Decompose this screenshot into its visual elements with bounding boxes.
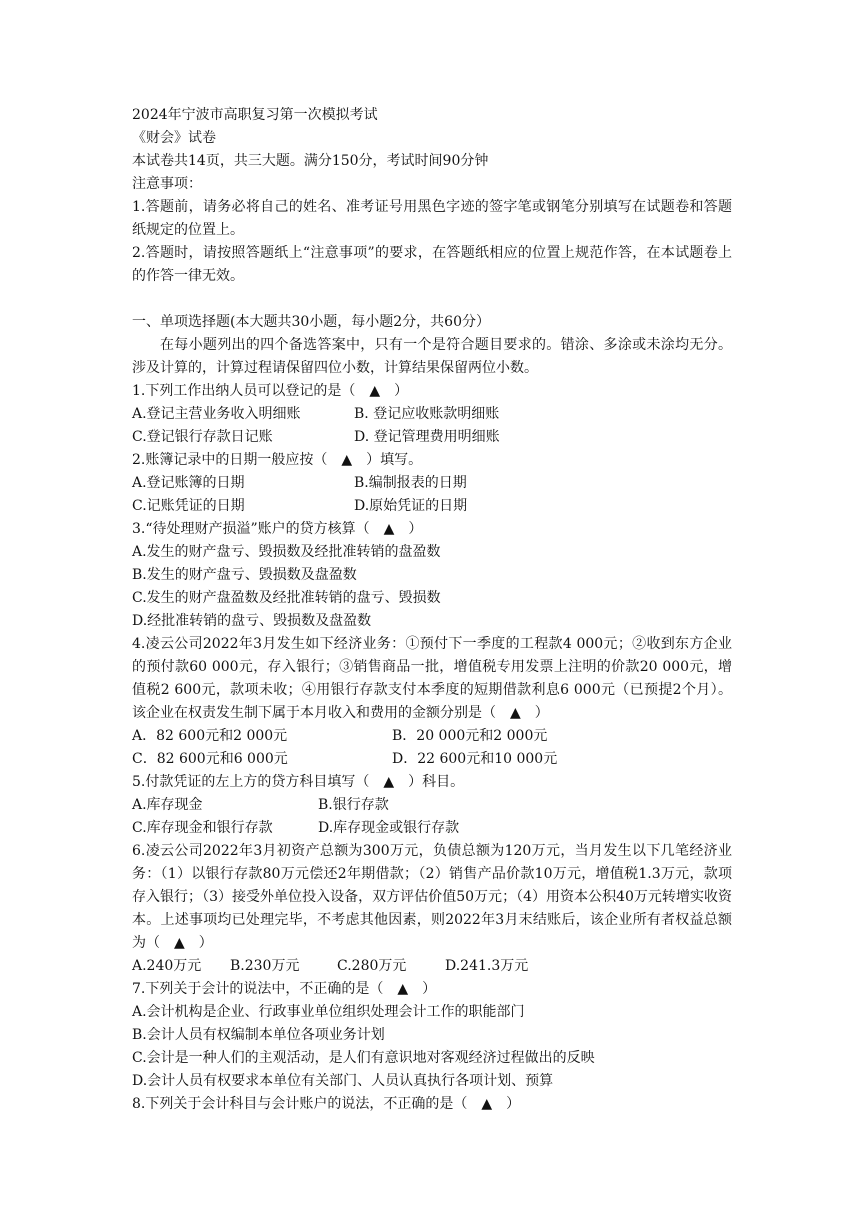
option-b: B．20 000元和2 000元 — [392, 728, 548, 744]
notes-title: 注意事项： — [132, 176, 202, 192]
option-a: A.登记账簿的日期 — [132, 475, 245, 491]
question-2-options-row2 — [132, 495, 732, 518]
question-4-options-row1 — [132, 725, 732, 748]
exam-title: 2024年宁波市高职复习第一次模拟考试 — [132, 107, 378, 123]
option-b: B.编制报表的日期 — [354, 475, 467, 491]
option-b: B.发生的财产盘亏、毁损数及盘盈数 — [132, 567, 357, 583]
note-2: 2.答题时，请按照答题纸上“注意事项”的要求，在答题纸相应的位置上规范作答，在本试题卷上的作答一律无效。 — [132, 245, 732, 284]
note-1: 1.答题前，请务必将自己的姓名、准考证号用黑色字迹的签字笔或钢笔分别填写在试题卷和答题纸规定的位置上。 — [132, 199, 732, 238]
option-a: A.240万元 — [132, 958, 202, 974]
exam-info: 本试卷共14页，共三大题。满分150分，考试时间90分钟 — [132, 153, 489, 169]
option-d: D.经批准转销的盘亏、毁损数及盘盈数 — [132, 613, 372, 629]
option-d: D.241.3万元 — [445, 958, 529, 974]
option-c: C.会计是一种人们的主观活动，是人们有意识地对客观经济过程做出的反映 — [132, 1050, 595, 1066]
option-d: D.会计人员有权要求本单位有关部门、人员认真执行各项计划、预算 — [132, 1073, 554, 1089]
option-b: B.230万元 — [230, 958, 300, 974]
question-2-stem: 2.账簿记录中的日期一般应按（ ▲ ）填写。 — [132, 452, 423, 468]
option-b: B. 登记应收账款明细账 — [354, 406, 500, 422]
question-4-options-row2 — [132, 748, 732, 771]
question-6-stem: 6.凌云公司2022年3月初资产总额为300万元，负债总额为120万元，当月发生以下几笔经济业务：（1）以银行存款80万元偿还2年期借款；（2）销售产品价款10万元，增值税1.3万元，款项存入银行；（3）接受外单位投入设备，双方评估价值50万元；（4）用资本公积40万元转增实收资本。上述事项均已处理完毕，不考虑其他因素，则2022年3月末结账后，该企业所有者权益总额为（ ▲ ） — [132, 843, 732, 951]
question-5-stem: 5.付款凭证的左上方的贷方科目填写（ ▲ ）科目。 — [132, 774, 465, 790]
question-1-stem: 1.下列工作出纳人员可以登记的是（ ▲ ） — [132, 383, 409, 399]
exam-content — [132, 104, 732, 1116]
question-1-options-row1 — [132, 403, 732, 426]
option-a: A．82 600元和2 000元 — [132, 728, 288, 744]
question-1-options-row2 — [132, 426, 732, 449]
option-a: A.会计机构是企业、行政事业单位组织处理会计工作的职能部门 — [132, 1004, 525, 1020]
option-b: B.会计人员有权编制本单位各项业务计划 — [132, 1027, 385, 1043]
option-d: D. 登记管理费用明细账 — [354, 429, 500, 445]
option-c: C.登记银行存款日记账 — [132, 429, 273, 445]
question-2-options-row1 — [132, 472, 732, 495]
option-d: D．22 600元和10 000元 — [392, 751, 558, 767]
option-b: B.银行存款 — [318, 797, 389, 813]
option-c: C.库存现金和银行存款 — [132, 820, 273, 836]
option-c: C.发生的财产盘盈数及经批准转销的盘亏、毁损数 — [132, 590, 441, 606]
question-3-stem: 3.“待处理财产损溢”账户的贷方核算（ ▲ ） — [132, 521, 423, 537]
option-d: D.原始凭证的日期 — [354, 498, 468, 514]
question-6-options — [132, 955, 732, 978]
option-d: D.库存现金或银行存款 — [318, 820, 460, 836]
spacer — [132, 288, 732, 311]
question-5-options-row2 — [132, 817, 732, 840]
exam-subject: 《财会》试卷 — [132, 130, 216, 146]
section-title: 一、单项选择题(本大题共30小题，每小题2分，共60分） — [132, 314, 490, 330]
option-c: C．82 600元和6 000元 — [132, 751, 288, 767]
section-instruction: 在每小题列出的四个备选答案中，只有一个是符合题目要求的。错涂、多涂或未涂均无分。涉及计算的，计算过程请保留四位小数，计算结果保留两位小数。 — [132, 337, 732, 376]
question-4-stem: 4.凌云公司2022年3月发生如下经济业务：①预付下一季度的工程款4 000元；②收到东方企业的预付款60 000元，存入银行；③销售商品一批，增值税专用发票上注明的价款20 000元，增值税2 600元，款项未收；④用银行存款支付本季度的短期借款利息6 000元（已预提2个月）。该企业在权责发生制下属于本月收入和费用的金额分别是（ ▲ ） — [132, 636, 732, 721]
option-c: C.280万元 — [337, 958, 407, 974]
option-a: A.登记主营业务收入明细账 — [132, 406, 301, 422]
option-c: C.记账凭证的日期 — [132, 498, 245, 514]
question-7-stem: 7.下列关于会计的说法中，不正确的是（ ▲ ） — [132, 981, 437, 997]
option-a: A.库存现金 — [132, 797, 203, 813]
question-8-stem: 8.下列关于会计科目与会计账户的说法，不正确的是（ ▲ ） — [132, 1096, 521, 1112]
question-5-options-row1 — [132, 794, 732, 817]
option-a: A.发生的财产盘亏、毁损数及经批准转销的盘盈数 — [132, 544, 441, 560]
